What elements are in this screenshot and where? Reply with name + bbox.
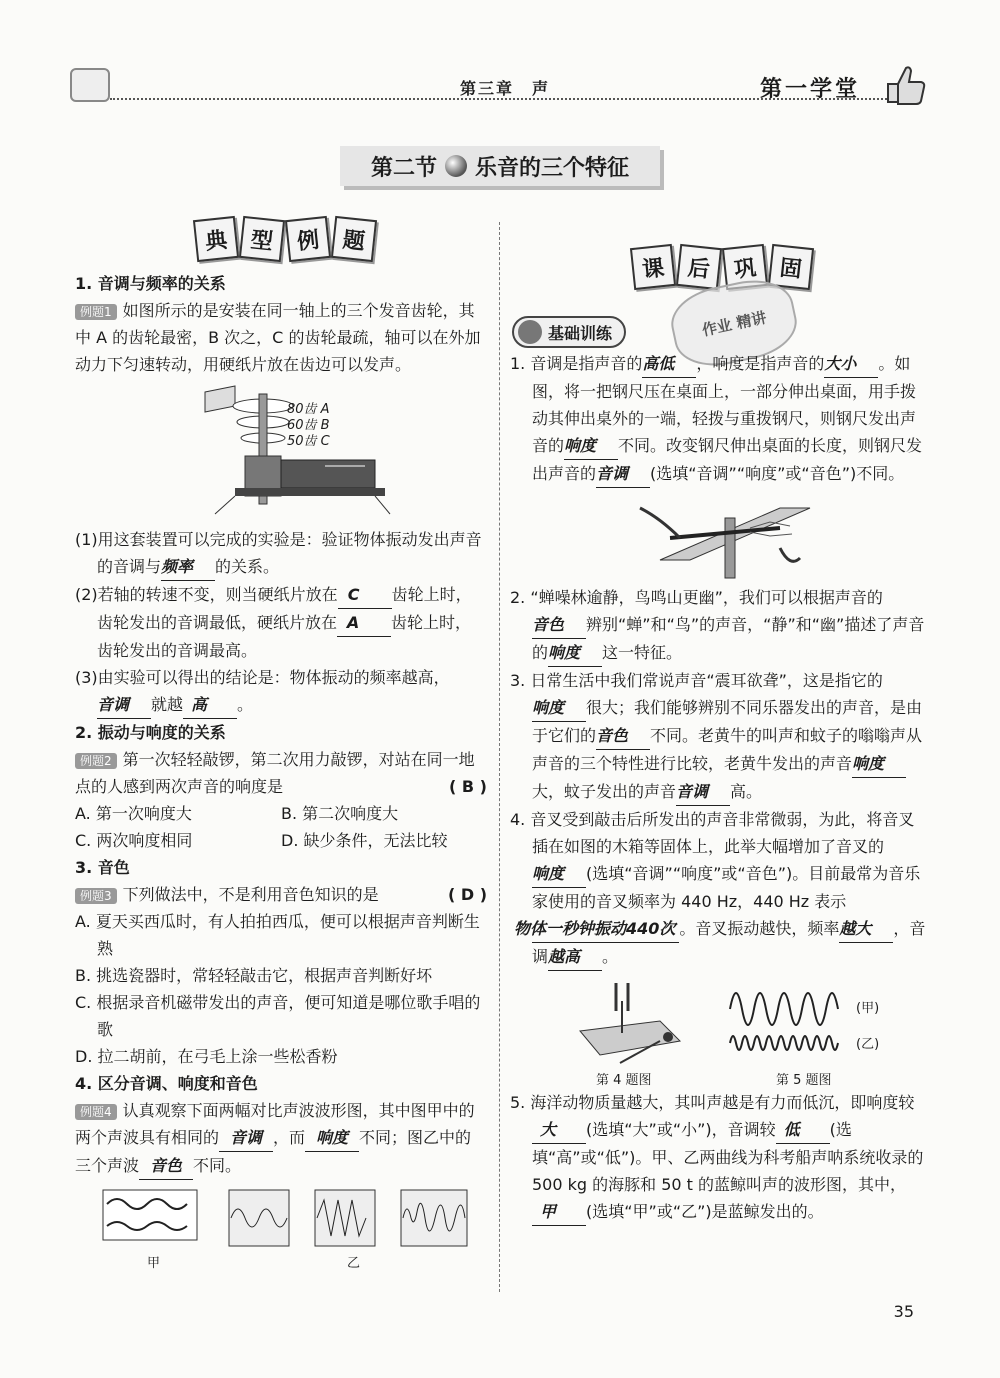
q-text: 齿轮上时，齿轮发出的音调最高。 [97, 613, 472, 660]
topic-heading: 4. 区分音调、响度和音色 [75, 1074, 258, 1093]
answer-blank: 频率 [161, 553, 215, 581]
typical-examples-badge [195, 218, 375, 260]
after-class-badge [632, 246, 812, 288]
section-title [340, 146, 660, 186]
page-header [70, 62, 930, 107]
column-divider [499, 222, 500, 1292]
example-label: 例题2 [75, 753, 117, 769]
q-text: 1. 音调是指声音的 [510, 354, 643, 373]
q-text: 这一特征。 [602, 643, 683, 662]
answer-blank: 音调 [596, 460, 650, 488]
thumbs-up-icon [518, 320, 542, 344]
q-text: 很大；我们能够辨别不同乐器发出的声音，是由于它们的 [532, 698, 923, 745]
answer-blank: 低 [776, 1116, 830, 1144]
thumbs-up-icon [880, 62, 930, 106]
badge-char: 例 [285, 216, 331, 262]
example-text [75, 297, 487, 378]
q-text: 不同。改变钢尺伸出桌面的长度，则钢尺发出声音的 [532, 436, 923, 483]
right-column [510, 350, 928, 1226]
example-text [75, 881, 487, 908]
answer-blank: 响度 [305, 1124, 359, 1152]
gear-label-a: 80齿 A [287, 402, 330, 417]
gear-figure [75, 384, 487, 522]
badge-char: 型 [239, 216, 285, 262]
figure-caption: 第 5 题图 [776, 1073, 832, 1088]
q-text: (选填“甲”或“乙”)是蓝鲸发出的。 [586, 1202, 824, 1221]
options [75, 800, 487, 854]
badge-char: 题 [331, 216, 377, 262]
answer-blank: 响度 [548, 639, 602, 667]
q-text: ，响度是指声音的 [696, 354, 825, 373]
answer-blank: C [338, 581, 392, 609]
example-text [75, 746, 487, 800]
answer-blank: 越大 [839, 915, 893, 943]
question [510, 667, 928, 806]
q-text: 高。 [730, 782, 763, 801]
q-text: ，音调 [532, 919, 926, 966]
q-text: 。音叉振动越快，频率 [679, 919, 840, 938]
badge-char: 巩 [722, 244, 768, 290]
q-text: 认真观察下面两幅对比声波波形图，其中图甲中的两个声波具有相同的 [75, 1101, 475, 1147]
badge-char: 固 [768, 244, 814, 290]
q-text: 的关系。 [215, 557, 280, 576]
option: C. 根据录音机磁带发出的声音，便可知道是哪位歌手唱的歌 [75, 993, 481, 1039]
q-text: ，而 [273, 1128, 306, 1147]
brand-label: 第一学堂 [759, 76, 860, 102]
example-body: 如图所示的是安装在同一轴上的三个发音齿轮，其中 A 的齿轮最密，B 次之，C 的齿轮最疏，轴可以在外加动力下匀速转动，用硬纸片放在齿边可以发声。 [75, 301, 481, 374]
badge-char: 课 [630, 244, 676, 290]
answer-blank: 物体一秒钟振动440次 [532, 915, 679, 943]
topic-heading: 1. 音调与频率的关系 [75, 274, 226, 293]
question-part [75, 526, 487, 581]
q-text: 。如图，将一把钢尺压在桌面上，一部分伸出桌面，用手拨动其伸出桌外的一端，轻拨与重拨钢尺，则钢尺发出声音的 [532, 354, 917, 455]
figure-caption: 甲 [147, 1256, 161, 1271]
topic-heading: 2. 振动与响度的关系 [75, 723, 226, 742]
example-label: 例题1 [75, 304, 117, 320]
answer-blank: 音色 [532, 611, 586, 639]
answer-blank: 响度 [852, 750, 906, 778]
notebook-icon [70, 68, 110, 102]
ruler-figure [510, 488, 928, 584]
basic-training-label [512, 316, 626, 348]
question [510, 584, 928, 667]
q-text: 3. 日常生活中我们常说声音“震耳欲聋”，这是指它的 [510, 671, 883, 690]
answer-blank: 大小 [824, 350, 878, 378]
q-text: (选填“大”或“小”)，音调较 [586, 1120, 776, 1139]
answer-blank: A [337, 609, 391, 637]
answer-blank: 响度 [532, 694, 586, 722]
waveform-figure [75, 1188, 487, 1270]
example-text [75, 1097, 487, 1180]
basic-training-text: 基础训练 [548, 323, 613, 343]
q-text: (3)由实验可以得出的结论是：物体振动的频率越高， [75, 668, 450, 687]
ruler-on-table-icon [510, 488, 928, 584]
q-text: (1)用这套装置可以完成的实验是：验证物体振动发出声音的音调与 [75, 530, 482, 576]
q-text: 2. “蝉噪林逾静，鸟鸣山更幽”，我们可以根据声音的 [510, 588, 883, 607]
curve-label-jia: (甲) [856, 1001, 880, 1016]
q-text: 大，蚊子发出的声音 [532, 782, 677, 801]
homework-stamp: 作业 精讲 [665, 272, 803, 374]
figure-caption: 第 4 题图 [596, 1073, 652, 1088]
answer-blank: 越高 [548, 943, 602, 971]
example-label: 例题3 [75, 888, 117, 904]
chapter-label: 第三章 声 [460, 79, 551, 98]
answer-blank: 音色 [596, 722, 650, 750]
q-text: 不同；图乙中的三个声波 [75, 1128, 472, 1175]
q-text: (选填“高”或“低”)。甲、乙两曲线为科考船声呐系统收录的 500 kg 的海豚和 50 t 的蓝鲸叫声的波形图，其中， [532, 1120, 924, 1194]
answer-blank: 音调 [97, 691, 151, 719]
q-text: 4. 音叉受到敲击后所发出的声音非常微弱，为此，将音叉插在如图的木箱等固体上，此举大幅增加了音叉的 [510, 810, 915, 856]
page-number: 35 [893, 1302, 914, 1321]
figure-caption: 乙 [347, 1256, 361, 1271]
q-text: 不同。 [193, 1156, 242, 1175]
section-name: 乐音的三个特征 [475, 154, 630, 181]
q-text: 辨别“蝉”和“鸟”的声音，“静”和“幽”描述了声音的 [532, 615, 925, 662]
q-text: 齿轮上时，齿轮发出的音调最低，硬纸片放在 [97, 585, 472, 632]
choice-answer: ( B ) [449, 777, 487, 796]
left-column [75, 270, 487, 1270]
question [510, 1089, 928, 1226]
q-text: 就越 [151, 695, 184, 714]
option: A. 第一次响度大 [75, 804, 192, 823]
curve-label-yi: (乙) [856, 1037, 880, 1052]
waveform-icon [75, 1188, 487, 1250]
answer-blank: 响度 [532, 860, 586, 888]
answer-blank: 响度 [564, 432, 618, 460]
option: A. 夏天买西瓜时，有人拍拍西瓜，便可以根据声音判断生熟 [75, 912, 480, 958]
gear-label-b: 60齿 B [287, 418, 330, 433]
option: B. 挑选瓷器时，常轻轻敲击它，根据声音判断好坏 [75, 966, 433, 985]
choice-answer: ( D ) [447, 885, 487, 904]
q-text: 不同。老黄牛的叫声和蚊子的嗡嗡声从声音的三个特性进行比较，老黄牛发出的声音 [532, 726, 923, 773]
tuning-fork-and-wave-figures [510, 971, 928, 1089]
q-text: (2)若轴的转速不变，则当硬纸片放在 [75, 585, 338, 604]
question [510, 806, 928, 971]
answer-blank: 音调 [676, 778, 730, 806]
answer-blank: 音色 [139, 1152, 193, 1180]
answer-blank: 高低 [642, 350, 696, 378]
badge-char: 后 [676, 244, 722, 290]
option: D. 缺少条件，无法比较 [281, 831, 448, 850]
gear-apparatus-icon [75, 384, 487, 522]
sphere-icon [445, 155, 467, 177]
badge-char: 典 [193, 216, 239, 262]
example-label: 例题4 [75, 1104, 117, 1120]
q-text: (选填“音调”“响度”或“音色”)。目前最常为音乐家使用的音叉频率为 440 Hz，440 Hz 表示 [532, 864, 921, 911]
answer-blank: 甲 [532, 1198, 586, 1226]
q-text: 。 [237, 695, 254, 714]
q-text: 5. 海洋动物质量越大，其叫声越是有力而低沉，即响度较 [510, 1093, 915, 1112]
q-text: (选填“音调”“响度”或“音色”)不同。 [650, 464, 905, 483]
q-text: 。 [602, 947, 619, 966]
example-body: 第一次轻轻敲锣，第二次用力敲锣，对站在同一地点的人感到两次声音的响度是 [75, 750, 475, 796]
section-number: 第二节 [370, 154, 437, 181]
answer-blank: 音调 [219, 1124, 273, 1152]
option: B. 第二次响度大 [281, 804, 399, 823]
answer-blank: 大 [532, 1116, 586, 1144]
question-part [75, 664, 487, 719]
answer-blank: 高 [183, 691, 237, 719]
topic-heading: 3. 音色 [75, 858, 130, 877]
question [510, 350, 928, 488]
gear-label-c: 50齿 C [287, 434, 330, 449]
question-part [75, 581, 487, 664]
option: D. 拉二胡前，在弓毛上涂一些松香粉 [75, 1047, 338, 1066]
example-body: 下列做法中，不是利用音色知识的是 [122, 885, 379, 904]
option: C. 两次响度相同 [75, 831, 193, 850]
